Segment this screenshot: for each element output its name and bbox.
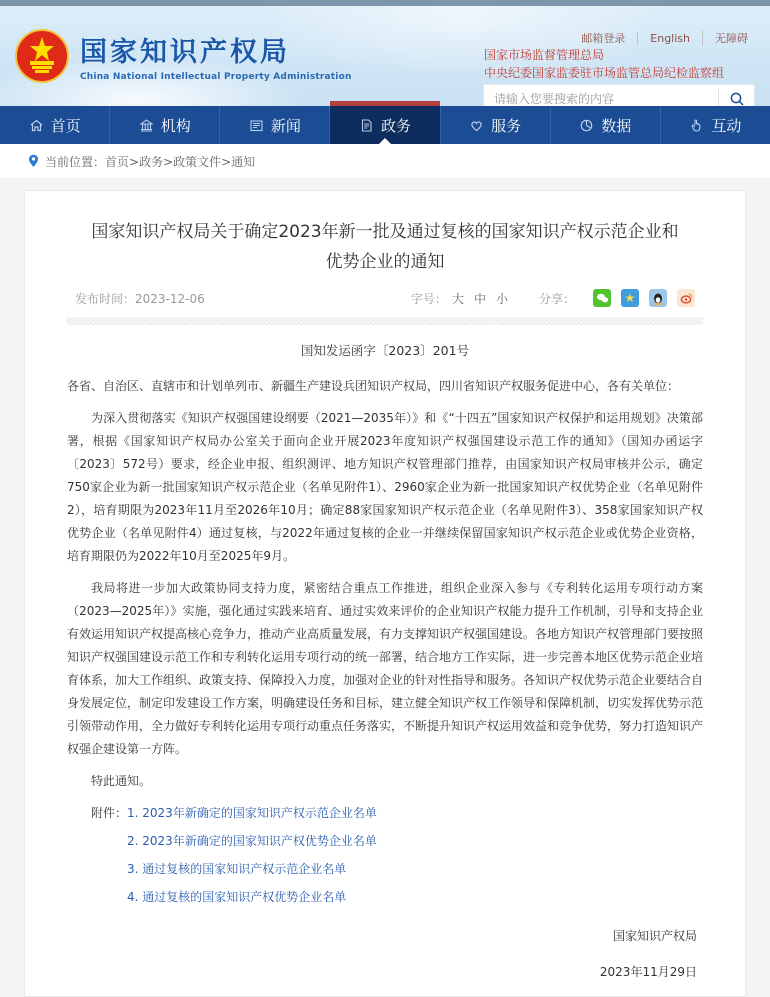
nav-label: 首页 — [50, 116, 81, 135]
related-links — [484, 46, 724, 82]
topbar-links — [569, 30, 760, 46]
site-name: 国家知识产权局 — [80, 37, 290, 68]
article-body — [67, 375, 703, 793]
fontsize-small-button[interactable]: 小 — [495, 291, 508, 306]
nav-item-government-affairs[interactable] — [329, 106, 439, 144]
attachments-label: 附件： — [91, 806, 128, 820]
article-meta — [75, 289, 695, 307]
fontsize-medium-button[interactable]: 中 — [473, 291, 486, 306]
body-paragraph-1: 为深入贯彻落实《知识产权强国建设纲要（2021—2035年）》和《“十四五”国家知识产权保护和运用规划》决策部署，根据《国家知识产权局办公室关于面向企业开展2023年度知识产权强国建设示范工作的通知》（国知办函运字〔2023〕572号）要求，经企业申报、组织测评、地方知识产权管理部门推荐，由国家知识产权局审核并公示，确定750家企业为新一批国家知识产权示范企业（名单见附件1）、2960家企业为新一批国家知识产权优势企业（名单见附件2），培育期限为2023年11月至2026年10月；确定88家国家知识产权示范企业（名单见附件3）、358家国家知识产权优势企业（名单见附件4）通过复核，与2022年通过复核的企业一并继续保留国家知识产权示范企业或优势企业资格，培育期限仍为2022年10月至2025年9月。 — [67, 411, 703, 563]
samr-link[interactable]: 国家市场监督管理总局 — [484, 48, 605, 62]
signer-name: 国家知识产权局 — [612, 929, 697, 943]
signature-date: 2023年11月29日 — [599, 965, 697, 979]
attachment-link-1[interactable]: 1. 2023年新确定的国家知识产权示范企业名单 — [127, 806, 377, 820]
nav-item-services[interactable] — [440, 106, 550, 144]
attachment-link-4[interactable]: 4. 通过复核的国家知识产权优势企业名单 — [127, 890, 347, 904]
document-number: 国知发运函字〔2023〕201号 — [300, 343, 470, 358]
news-icon — [249, 118, 264, 133]
site-header — [0, 6, 770, 106]
pie-chart-icon — [579, 118, 594, 133]
qq-share-icon[interactable] — [649, 289, 667, 307]
site-name-en: China National Intellectual Property Administration — [80, 72, 352, 82]
institution-icon — [139, 118, 154, 133]
weibo-share-icon[interactable] — [677, 289, 695, 307]
nav-item-interaction[interactable] — [660, 106, 770, 144]
main-nav — [0, 106, 770, 144]
accessibility-link[interactable]: 无障碍 — [702, 30, 760, 46]
fontsize-large-button[interactable]: 大 — [451, 291, 464, 306]
nav-label: 机构 — [160, 116, 191, 135]
wechat-share-icon[interactable] — [593, 289, 611, 307]
publish-time-label: 发布时间： — [75, 291, 136, 306]
fontsize-label: 字号： — [410, 291, 447, 306]
share-label: 分享： — [538, 291, 575, 306]
hand-pointer-icon — [689, 118, 704, 133]
service-heart-icon — [469, 118, 484, 133]
search-input[interactable] — [484, 92, 718, 106]
attachments-block — [91, 802, 703, 914]
national-emblem-icon — [14, 28, 70, 84]
body-paragraph-2: 我局将进一步加大政策协同支持力度，紧密结合重点工作推进，组织企业深入参与《专利转化运用专项行动方案（2023—2025年）》实施，强化通过实践来培育、通过实效来评价的企业知识产权能力提升工作机制，引导和支持企业有效运用知识产权提高核心竞争力，推动产业高质量发展，有力支撑知识产权强国建设。各地方知识产权管理部门要按照知识产权强国建设示范工作和专利转化运用专项行动的统一部署，结合地方工作实际，进一步完善本地区优势示范企业培育体系，加大工作组织、政策支持、保障投入力度，加强对企业的针对性指导和服务。各知识产权优势示范企业要结合自身发展定位，制定印发建设工作方案，明确建设任务和目标，建立健全知识产权工作领导和保障机制，切实发挥优势示范引领带动作用，全力做好专利转化运用专项行动重点任务落实，不断提升知识产权运用效益和竞争优势，努力打造知识产权强企建设第一方阵。 — [67, 581, 704, 756]
nav-label: 新闻 — [270, 116, 301, 135]
qzone-share-icon[interactable]: ★ — [621, 289, 639, 307]
salutation-paragraph: 各省、自治区、直辖市和计划单列市、新疆生产建设兵团知识产权局，四川省知识产权服务促进中心，各有关单位： — [67, 379, 680, 393]
nav-label: 数据 — [601, 116, 632, 135]
nav-item-news[interactable] — [219, 106, 329, 144]
mail-login-link[interactable]: 邮箱登录 — [581, 32, 626, 45]
publish-time-value: 2023-12-06 — [135, 291, 205, 306]
attachment-link-3[interactable]: 3. 通过复核的国家知识产权示范企业名单 — [127, 862, 347, 876]
section-divider — [67, 317, 703, 325]
home-icon — [29, 118, 44, 133]
breadcrumb-path[interactable]: 首页>政务>政策文件>通知 — [105, 154, 256, 169]
attachments-list — [127, 802, 377, 914]
nav-label: 互动 — [711, 116, 742, 135]
breadcrumb — [0, 144, 770, 178]
location-pin-icon — [28, 154, 39, 168]
nav-item-home[interactable] — [0, 106, 109, 144]
signature-block — [67, 924, 703, 984]
discipline-inspection-link[interactable]: 中央纪委国家监委驻市场监管总局纪检监察组 — [484, 66, 725, 80]
nav-label: 政务 — [380, 116, 411, 135]
attachment-link-2[interactable]: 2. 2023年新确定的国家知识产权优势企业名单 — [127, 834, 377, 848]
closing-paragraph: 特此通知。 — [91, 774, 152, 788]
nav-item-institution[interactable] — [109, 106, 219, 144]
article-title: 国家知识产权局关于确定2023年新一批及通过复核的国家知识产权示范企业和优势企业的通知 — [91, 222, 679, 272]
publish-time — [75, 290, 205, 307]
site-logo[interactable] — [14, 28, 352, 84]
nav-label: 服务 — [491, 116, 522, 135]
document-icon — [359, 118, 374, 133]
nav-item-data[interactable] — [550, 106, 660, 144]
article-card — [24, 190, 746, 997]
breadcrumb-label: 当前位置： — [45, 154, 106, 169]
search-icon — [729, 91, 745, 107]
english-link[interactable]: English — [637, 32, 702, 45]
